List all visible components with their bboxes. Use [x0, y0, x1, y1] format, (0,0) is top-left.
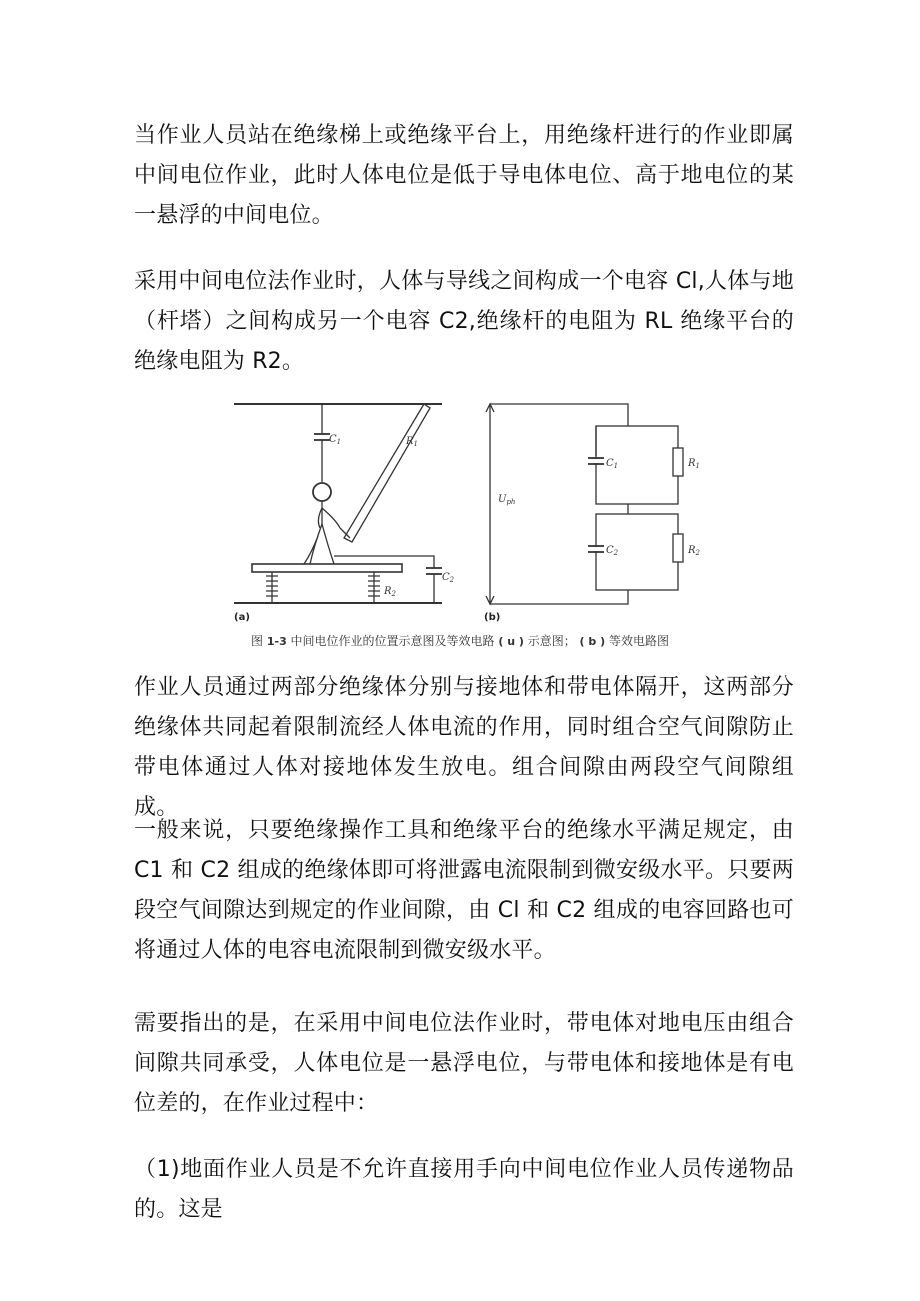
- person-head: [313, 483, 331, 501]
- figure-diagram: [228, 396, 718, 622]
- r1-resistor-b: [673, 448, 683, 476]
- r2-label-a: $R_2$: [384, 586, 396, 598]
- r1-label-a: $R_1$: [406, 436, 418, 448]
- platform-insulator-left: [266, 572, 278, 602]
- insulating-rod: [344, 404, 430, 542]
- platform-insulator-right: [368, 572, 380, 602]
- c1-label-b: $C_1$: [606, 458, 619, 470]
- c2-label-a: $C_2$: [442, 572, 455, 584]
- label-b: (b): [484, 612, 501, 622]
- paragraph-insulation: 作业人员通过两部分绝缘体分别与接地体和带电体隔开，这两部分绝缘体共同起着限制流经人体电流的作用，同时组合空气间隙防止带电体通过人体对接地体发生放电。组合间隙由两段空气间隙组成。: [134, 675, 794, 820]
- person-legs: [304, 524, 334, 564]
- r2-label-b: $R_2$: [688, 545, 700, 557]
- c2-wire-top: [334, 556, 434, 568]
- circuit-b: [486, 404, 683, 604]
- c2-label-b: $C_2$: [606, 545, 619, 557]
- figure-caption: 图 1-3 中间电位作业的位置示意图及等效电路 ( u ) 示意图； ( b ) 等效电路图: [251, 634, 669, 648]
- insulating-platform: [252, 564, 402, 572]
- r1-label-b: $R_1$: [688, 458, 700, 470]
- paragraph-leakage: 一般来说，只要绝缘操作工具和绝缘平台的绝缘水平满足规定，由 C1 和 C2 组成的绝缘体即可将泄露电流限制到微安级水平。只要两段空气间隙达到规定的作业间隙，由 Cl 和 C2 组成的电容回路也可将通过人体的电容电流限制到微安级水平。: [134, 818, 794, 963]
- c1-label-a: $C_1$: [329, 434, 342, 446]
- paragraph-capacitance: 采用中间电位法作业时，人体与导线之间构成一个电容 Cl,人体与地（杆塔）之间构成另一个电容 C2,绝缘杆的电阻为 RL 绝缘平台的绝缘电阻为 R2。: [134, 269, 794, 374]
- paragraph-note: 需要指出的是，在采用中间电位法作业时，带电体对地电压由组合间隙共同承受，人体电位是一悬浮电位，与带电体和接地体是有电位差的，在作业过程中：: [134, 1011, 794, 1116]
- paragraph-item-1: （1)地面作业人员是不允许直接用手向中间电位作业人员传递物品的。这是: [134, 1157, 794, 1222]
- label-a: (a): [234, 612, 250, 622]
- circuit-bottom-wire: [490, 590, 628, 604]
- schematic-a: [234, 404, 442, 603]
- uph-label: $U_{ph}$: [498, 494, 516, 506]
- paragraph-intro: 当作业人员站在绝缘梯上或绝缘平台上，用绝缘杆进行的作业即属中间电位作业，此时人体电位是低于导电体电位、高于地电位的某一悬浮的中间电位。: [134, 123, 794, 228]
- circuit-top-wire: [490, 404, 628, 426]
- r2-resistor-b: [673, 534, 683, 562]
